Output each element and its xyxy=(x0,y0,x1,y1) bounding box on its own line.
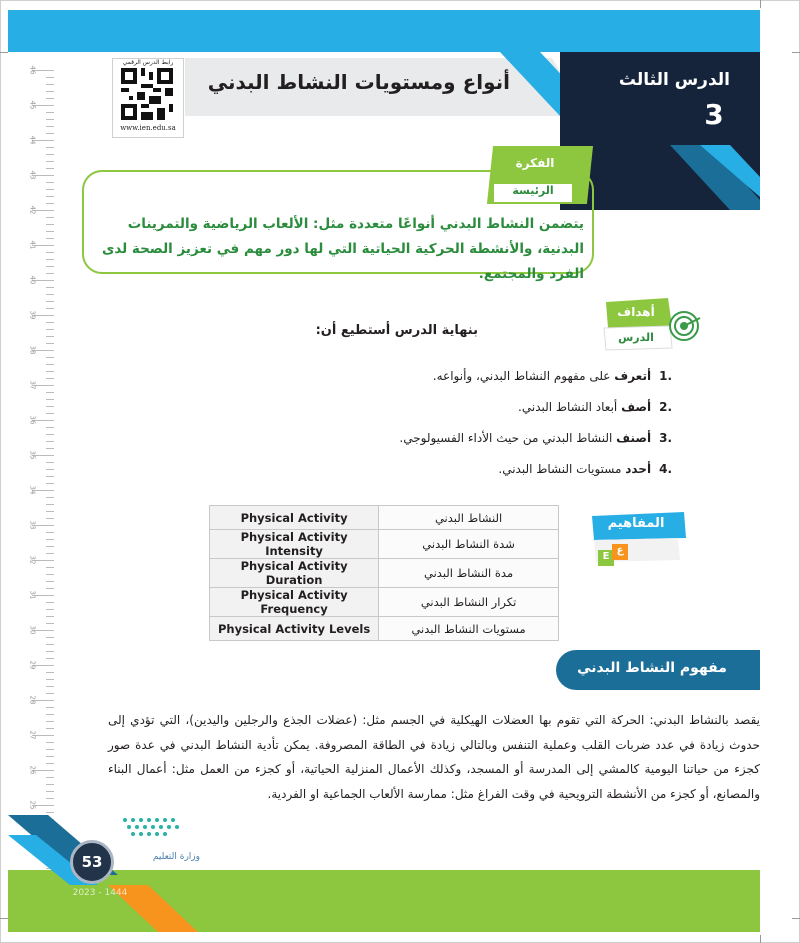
crop-mark xyxy=(760,935,761,943)
ruler-tick xyxy=(46,217,54,218)
ruler-tick xyxy=(46,273,54,274)
ruler-tick xyxy=(46,406,54,407)
main-idea-text: يتضمن النشاط البدني أنواعًا متعددة مثل: الألعاب الرياضية والتمرينات البدنية، والأنشطة الحركية الحياتية التي لها دور مهم في تعزيز الصحة لدى الفرد والمجتمع. xyxy=(101,216,584,282)
ruler-tick xyxy=(46,791,54,792)
ruler-tick xyxy=(46,539,54,540)
ruler-tick xyxy=(46,553,54,554)
ruler-tick xyxy=(46,329,54,330)
ruler-number: 39 xyxy=(28,310,37,320)
concepts-label: المفاهيم xyxy=(607,516,665,531)
ruler-tick xyxy=(46,266,54,267)
crop-mark xyxy=(792,52,800,53)
ruler-tick xyxy=(46,336,54,337)
ruler-number: 26 xyxy=(28,765,37,775)
ruler-tick xyxy=(46,357,54,358)
ruler-number: 44 xyxy=(28,135,37,145)
ruler-number: 30 xyxy=(28,625,37,635)
objective-item: .2أصف أبعاد النشاط البدني. xyxy=(518,400,672,414)
crop-mark xyxy=(0,918,8,919)
ruler-tick xyxy=(46,469,54,470)
ruler-tick xyxy=(46,637,54,638)
ruler-tick xyxy=(46,98,54,99)
ruler-number: 42 xyxy=(28,205,37,215)
section-paragraph: يقصد بالنشاط البدني: الحركة التي تقوم بها العضلات الهيكلية في الجسم مثل: (عضلات الجذع والرجلين واليدين)، التي تؤدي إلى حدوث زيادة في عدد ضربات القلب وعملية التنفس وبالتالي زيادة في الطاقة المصروفة. يمكن تأدية النشاط البدني في عدة صور كجزء من حياتنا اليومية كالمشي إلى المدرسة أو المسجد، وكذلك الأعمال المنزلية الحياتية، أو كجزء من العمل مثل: أعمال البناء والمصانع، أو كجزء من الأنشطة الترويحية في وقت الفراغ مثل: ممارسة الألعاب الجماعية او الفردية. xyxy=(108,713,760,801)
ruler-tick xyxy=(46,602,54,603)
ruler-tick xyxy=(46,154,54,155)
concepts-table xyxy=(209,505,559,641)
objective-item: .4أحدد مستويات النشاط البدني. xyxy=(498,462,672,476)
ruler-number: 27 xyxy=(28,730,37,740)
ruler-tick xyxy=(46,238,54,239)
ruler-tick xyxy=(46,742,54,743)
ruler-tick xyxy=(46,196,54,197)
concept-ar: مدة النشاط البدني xyxy=(379,559,559,588)
ruler-tick xyxy=(46,112,54,113)
ruler-tick xyxy=(46,686,54,687)
ruler-tick xyxy=(46,763,54,764)
page-title: أنواع ومستويات النشاط البدني xyxy=(207,70,510,94)
main-idea-sublabel-box xyxy=(494,184,572,202)
crop-mark xyxy=(0,52,8,53)
ruler-tick xyxy=(46,448,54,449)
ruler-tick xyxy=(46,497,54,498)
ruler-tick xyxy=(46,168,54,169)
ruler-number: 43 xyxy=(28,170,37,180)
ruler-tick xyxy=(46,644,54,645)
ruler-tick xyxy=(46,434,54,435)
table-row xyxy=(210,530,559,559)
ruler-number: 40 xyxy=(28,275,37,285)
qr-caption: رابط الدرس الرقمي xyxy=(122,59,174,66)
ruler-tick xyxy=(46,777,54,778)
ruler-number: 36 xyxy=(28,415,37,425)
qr-code-icon[interactable] xyxy=(121,68,173,120)
objectives-sublabel: الدرس xyxy=(618,331,654,344)
ruler-number: 46 xyxy=(28,65,37,75)
ruler-tick xyxy=(46,322,54,323)
concept-ar: مستويات النشاط البدني xyxy=(379,617,559,641)
concept-en: Physical Activity Levels xyxy=(210,617,379,641)
crop-mark xyxy=(760,0,761,8)
ruler-tick xyxy=(46,147,54,148)
objectives-list xyxy=(172,368,672,492)
ruler-tick xyxy=(46,287,54,288)
concepts-letter-en: E xyxy=(602,551,610,562)
qr-url: www.ien.edu.sa xyxy=(120,124,176,132)
ruler-tick xyxy=(46,504,54,505)
concept-en: Physical Activity Frequency xyxy=(210,588,379,617)
ruler-tick xyxy=(46,84,54,85)
ruler-tick xyxy=(46,476,54,477)
ruler-tick xyxy=(46,392,54,393)
objectives-intro: بنهاية الدرس أستطيع أن: xyxy=(315,323,478,338)
ruler-tick xyxy=(46,371,54,372)
concept-ar: النشاط البدني xyxy=(379,506,559,530)
ruler-tick xyxy=(46,441,54,442)
ruler-tick xyxy=(46,623,54,624)
ruler-number: 37 xyxy=(28,380,37,390)
table-row xyxy=(210,559,559,588)
ruler-tick xyxy=(46,756,54,757)
ruler-tick xyxy=(46,588,54,589)
section-heading: مفهوم النشاط البدني xyxy=(577,660,727,676)
ruler-tick xyxy=(46,399,54,400)
ruler-tick xyxy=(46,483,54,484)
ruler-tick xyxy=(46,567,54,568)
ruler-tick xyxy=(46,511,54,512)
concept-en: Physical Activity Intensity xyxy=(210,530,379,559)
ruler-number: 33 xyxy=(28,520,37,530)
concept-en: Physical Activity Duration xyxy=(210,559,379,588)
ruler-tick xyxy=(46,462,54,463)
ruler-tick xyxy=(46,224,54,225)
ruler-tick xyxy=(46,252,54,253)
ruler-tick xyxy=(46,518,54,519)
ruler-tick xyxy=(46,714,54,715)
ruler-tick xyxy=(46,707,54,708)
ruler-tick xyxy=(46,616,54,617)
top-cyan-band xyxy=(8,10,760,52)
ruler-tick xyxy=(46,546,54,547)
ruler-number: 35 xyxy=(28,450,37,460)
ruler-tick xyxy=(46,721,54,722)
ruler-number: 25 xyxy=(28,800,37,810)
table-row xyxy=(210,506,559,530)
main-idea-sublabel: الرئيسة xyxy=(512,184,554,197)
lesson-block-stripes xyxy=(660,145,760,210)
ruler-tick xyxy=(46,378,54,379)
ruler-tick xyxy=(46,749,54,750)
ruler-tick xyxy=(46,812,54,813)
ruler-tick xyxy=(46,189,54,190)
page-number: 53 xyxy=(70,840,114,884)
ruler-tick xyxy=(46,672,54,673)
lesson-label: الدرس الثالث xyxy=(618,70,730,90)
ruler-tick xyxy=(46,581,54,582)
ruler-tick xyxy=(46,413,54,414)
table-row xyxy=(210,588,559,617)
ruler-tick xyxy=(46,651,54,652)
ruler-tick xyxy=(46,308,54,309)
concepts-letter-ar: ع xyxy=(616,545,624,556)
ruler-tick xyxy=(46,301,54,302)
ruler-tick xyxy=(46,91,54,92)
year-label: 2023 - 1444 xyxy=(72,888,128,898)
ruler-tick xyxy=(46,693,54,694)
ruler-tick xyxy=(46,679,54,680)
ruler-number: 38 xyxy=(28,345,37,355)
ruler-tick xyxy=(46,231,54,232)
ministry-name: وزارة التعليم xyxy=(152,852,200,862)
ruler-number: 28 xyxy=(28,695,37,705)
objective-item: .1أتعرف على مفهوم النشاط البدني، وأنواعه. xyxy=(432,369,672,383)
table-row xyxy=(210,617,559,641)
ruler-tick xyxy=(46,532,54,533)
ruler-tick xyxy=(46,203,54,204)
ruler-tick xyxy=(46,798,54,799)
ruler-tick xyxy=(46,294,54,295)
ruler-tick xyxy=(46,609,54,610)
objectives-label: أهداف xyxy=(617,305,655,319)
ruler-tick xyxy=(46,427,54,428)
ruler-tick xyxy=(46,364,54,365)
ruler-number: 45 xyxy=(28,100,37,110)
ruler-tick xyxy=(46,133,54,134)
ruler-tick xyxy=(46,728,54,729)
side-ruler xyxy=(28,60,54,840)
ruler-tick xyxy=(46,77,54,78)
ruler-number: 31 xyxy=(28,590,37,600)
ruler-tick xyxy=(46,784,54,785)
objective-item: .3أصنف النشاط البدني من حيث الأداء الفسيولوجي. xyxy=(399,431,672,445)
ruler-tick xyxy=(46,182,54,183)
concept-ar: تكرار النشاط البدني xyxy=(379,588,559,617)
ruler-number: 41 xyxy=(28,240,37,250)
ruler-tick xyxy=(46,161,54,162)
ruler-tick xyxy=(46,119,54,120)
ruler-tick xyxy=(46,126,54,127)
ruler-tick xyxy=(46,259,54,260)
ministry-logo xyxy=(105,812,195,872)
ruler-tick xyxy=(46,343,54,344)
crop-mark xyxy=(792,918,800,919)
ruler-number: 29 xyxy=(28,660,37,670)
concept-ar: شدة النشاط البدني xyxy=(379,530,559,559)
ruler-number: 34 xyxy=(28,485,37,495)
lesson-number: 3 xyxy=(704,98,724,131)
ruler-tick xyxy=(46,658,54,659)
ruler-tick xyxy=(46,574,54,575)
main-idea-label: الفكرة xyxy=(515,156,555,170)
ruler-number: 32 xyxy=(28,555,37,565)
concept-en: Physical Activity xyxy=(210,506,379,530)
